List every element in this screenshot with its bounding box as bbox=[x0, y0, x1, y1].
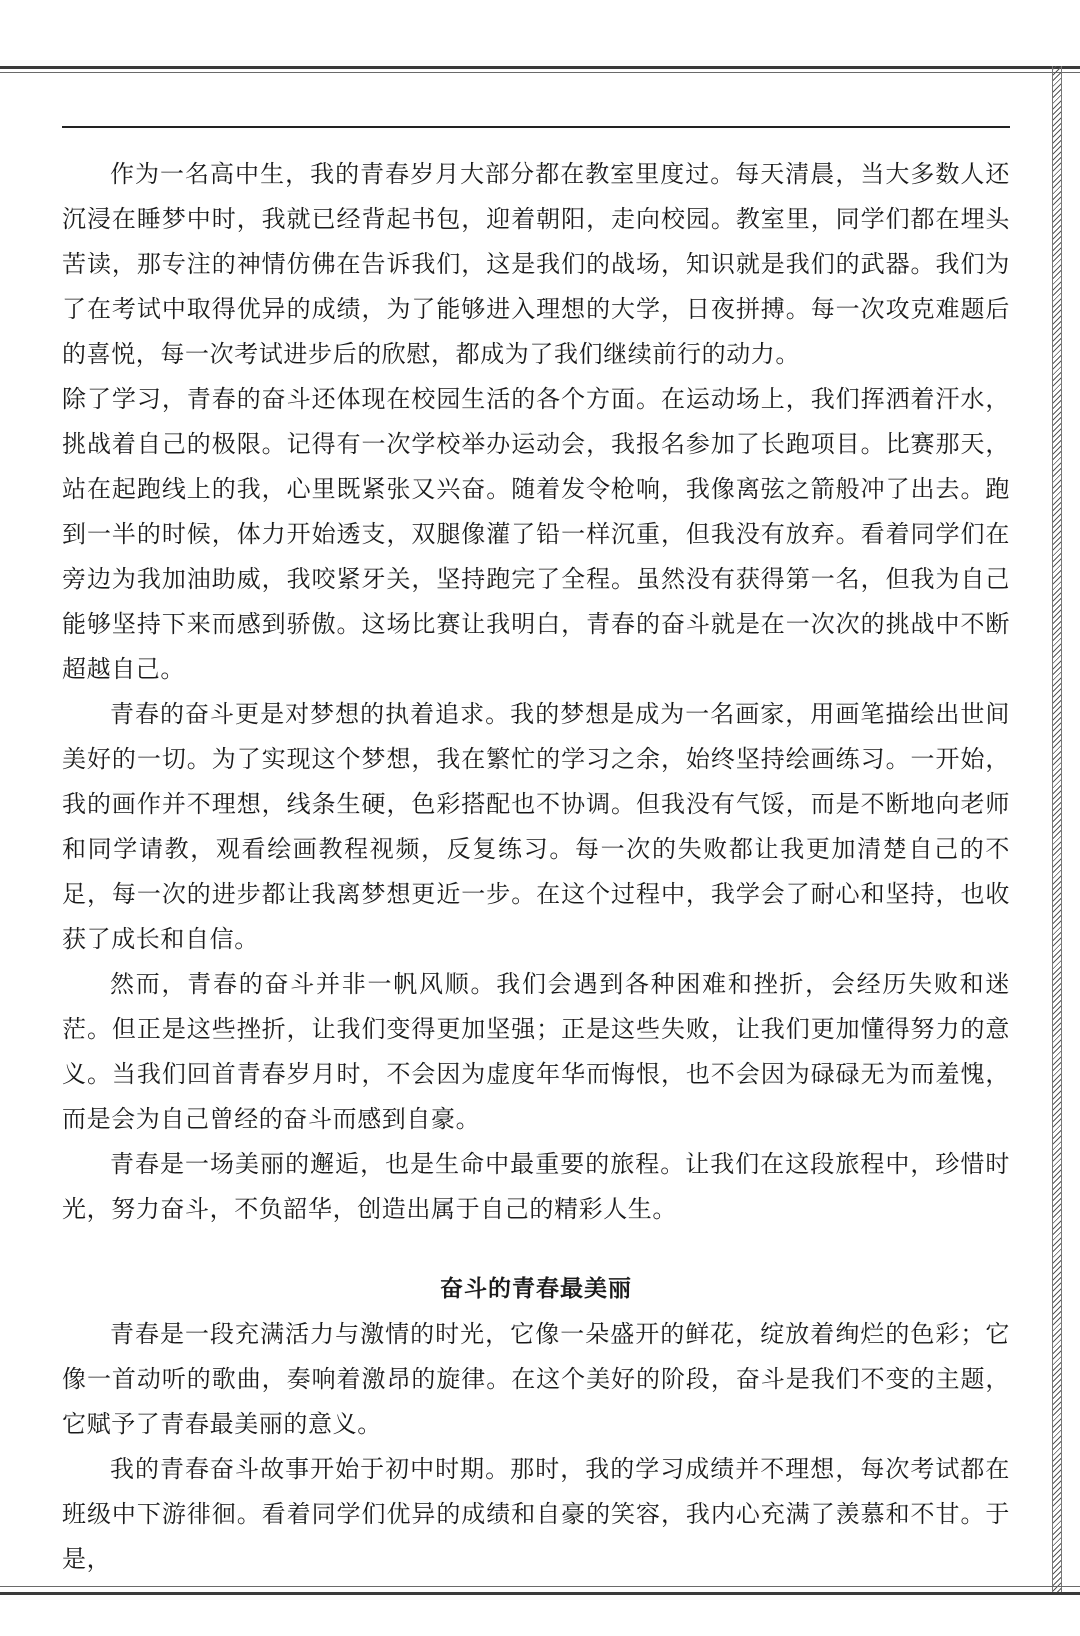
section-paragraph-1: 青春是一段充满活力与激情的时光，它像一朵盛开的鲜花，绽放着绚烂的色彩；它像一首动听的歌曲，奏响着激昂的旋律。在这个美好的阶段，奋斗是我们不变的主题，它赋予了青春最美丽的意义。 bbox=[62, 1320, 1010, 1438]
paragraph-5: 青春是一场美丽的邂逅，也是生命中最重要的旅程。让我们在这段旅程中，珍惜时光，努力奋斗，不负韶华，创造出属于自己的精彩人生。 bbox=[62, 1150, 1010, 1223]
paragraph-2: 除了学习，青春的奋斗还体现在校园生活的各个方面。在运动场上，我们挥洒着汗水，挑战着自己的极限。记得有一次学校举办运动会，我报名参加了长跑项目。比赛那天，站在起跑线上的我，心里既紧张又兴奋。随着发令枪响，我像离弦之箭般冲了出去。跑到一半的时候，体力开始透支，双腿像灌了铅一样沉重，但我没有放弃。看着同学们在旁边为我加油助威，我咬紧牙关，坚持跑完了全程。虽然没有获得第一名，但我为自己能够坚持下来而感到骄傲。这场比赛让我明白，青春的奋斗就是在一次次的挑战中不断超越自己。 bbox=[62, 385, 1010, 683]
page-frame-bottom-border bbox=[0, 1592, 1080, 1595]
section-paragraph-2: 我的青春奋斗故事开始于初中时期。那时，我的学习成绩并不理想，每次考试都在班级中下游徘徊。看着同学们优异的成绩和自豪的笑容，我内心充满了羡慕和不甘。于是， bbox=[62, 1455, 1010, 1573]
essay-body bbox=[62, 152, 1010, 1582]
section-title: 奋斗的青春最美丽 bbox=[440, 1276, 632, 1302]
paragraph-1: 作为一名高中生，我的青春岁月大部分都在教室里度过。每天清晨，当大多数人还沉浸在睡梦中时，我就已经背起书包，迎着朝阳，走向校园。教室里，同学们都在埋头苦读，那专注的神情仿佛在告诉我们，这是我们的战场，知识就是我们的武器。我们为了在考试中取得优异的成绩，为了能够进入理想的大学，日夜拼搏。每一次攻克难题后的喜悦，每一次考试进步后的欣慰，都成为了我们继续前行的动力。 bbox=[62, 160, 1010, 368]
page-frame-right-border bbox=[1052, 66, 1062, 1595]
paragraph-4: 然而，青春的奋斗并非一帆风顺。我们会遇到各种困难和挫折，会经历失败和迷茫。但正是这些挫折，让我们变得更加坚强；正是这些失败，让我们更加懂得努力的意义。当我们回首青春岁月时，不会因为虚度年华而悔恨，也不会因为碌碌无为而羞愧，而是会为自己曾经的奋斗而感到自豪。 bbox=[62, 970, 1010, 1133]
page-frame-bottom-inner-border bbox=[0, 1586, 1080, 1587]
page-frame-top-border bbox=[0, 66, 1080, 69]
page-frame-top-inner-border bbox=[0, 72, 1080, 73]
paragraph-3: 青春的奋斗更是对梦想的执着追求。我的梦想是成为一名画家，用画笔描绘出世间美好的一切。为了实现这个梦想，我在繁忙的学习之余，始终坚持绘画练习。一开始，我的画作并不理想，线条生硬，色彩搭配也不协调。但我没有气馁，而是不断地向老师和同学请教，观看绘画教程视频，反复练习。每一次的失败都让我更加清楚自己的不足，每一次的进步都让我离梦想更近一步。在这个过程中，我学会了耐心和坚持，也收获了成长和自信。 bbox=[62, 700, 1010, 953]
header-rule bbox=[62, 126, 1010, 128]
